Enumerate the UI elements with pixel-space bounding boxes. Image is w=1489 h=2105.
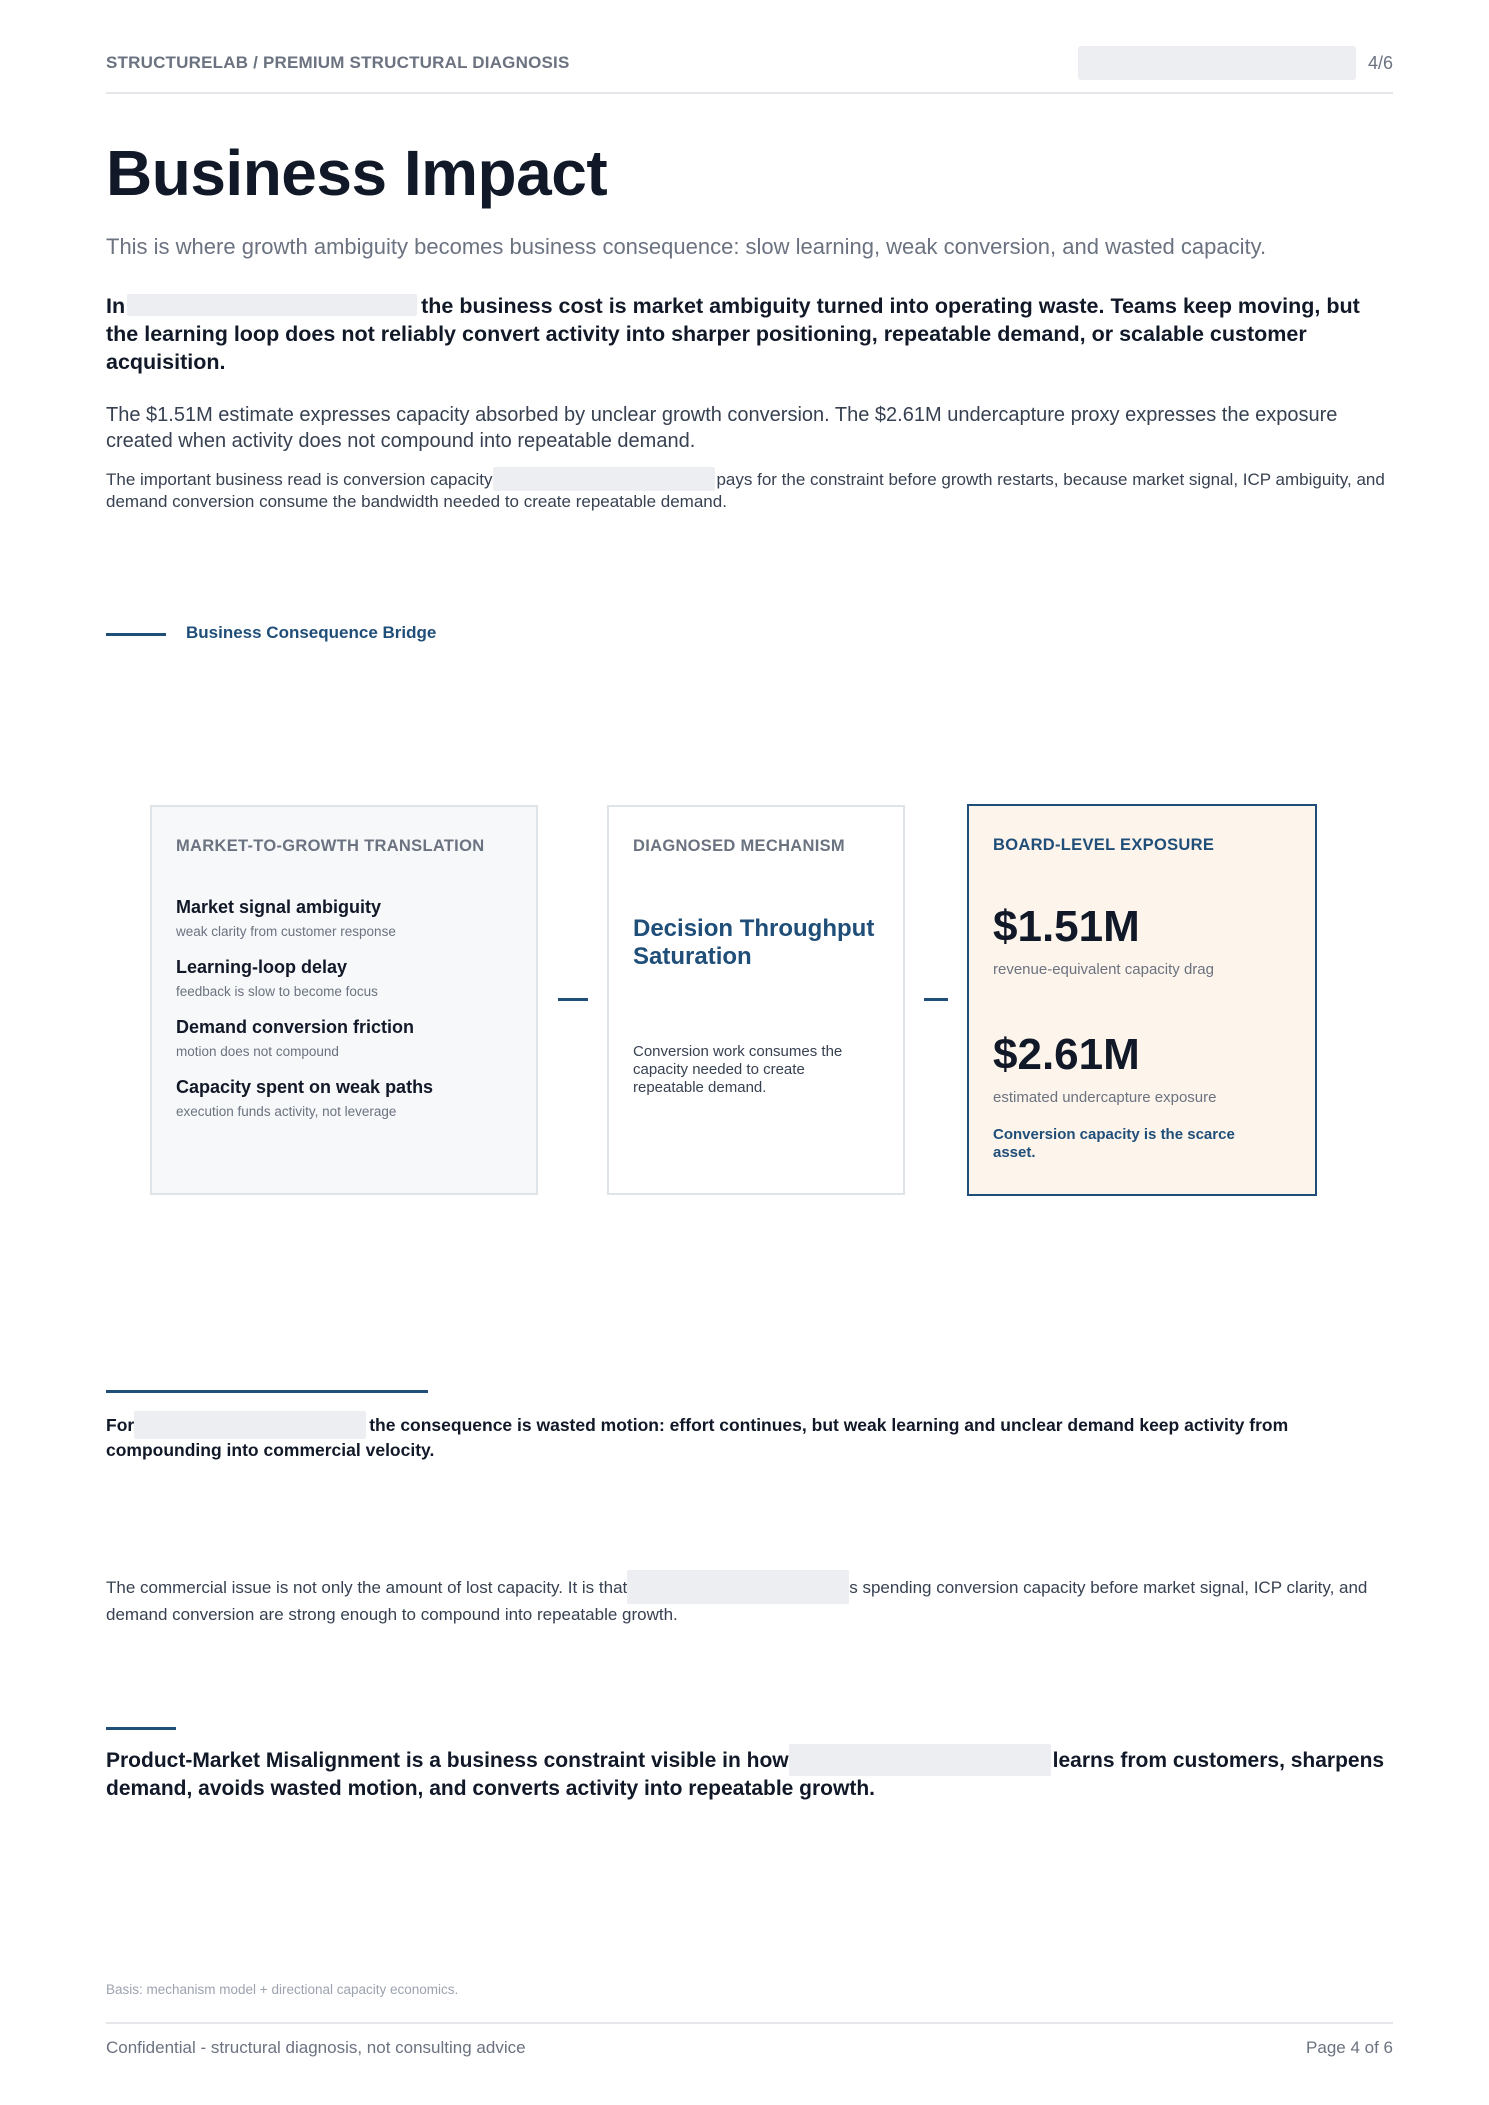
business-read-paragraph xyxy=(106,467,1396,512)
mechanism-card-title: DIAGNOSED MECHANISM xyxy=(633,837,845,855)
mechanism-card xyxy=(607,805,905,1195)
exposure-value-primary: $1.51M xyxy=(993,902,1140,951)
translation-item xyxy=(176,897,396,939)
page-title: Business Impact xyxy=(106,137,608,209)
misalignment-rest: learns from customers, sharpens demand, avoids wasted motion, and converts activity into repeatable growth. xyxy=(106,1749,1385,1800)
redacted-block xyxy=(1078,46,1356,80)
translation-item xyxy=(176,957,378,999)
para2-prefix: The important business read is conversion capacity xyxy=(106,470,493,489)
header-page-number: 4/6 xyxy=(1367,53,1393,73)
footer-page-number: Page 4 of 6 xyxy=(1306,2038,1393,2057)
misalignment-prefix: Product-Market Misalignment is a business constraint visible in how xyxy=(106,1749,789,1772)
header-title: STRUCTURELAB / PREMIUM STRUCTURAL DIAGNOSIS xyxy=(106,53,570,72)
exposure-note: Conversion capacity is the scarce asset. xyxy=(993,1126,1235,1161)
exposure-value-secondary: $2.61M xyxy=(993,1030,1140,1079)
commercial-rest: s spending conversion capacity before market signal, ICP clarity, and demand conversion are strong enough to compound into repeatable growth. xyxy=(106,1578,1368,1624)
lead-rest: the business cost is market ambiguity turned into operating waste. Teams keep moving, but the learning loop does not reliably convert activity into sharper positioning, repeatable demand, or scalable customer acquisition. xyxy=(106,294,1360,374)
exposure-value-primary-label: revenue-equivalent capacity drag xyxy=(993,961,1214,978)
translation-card-title: MARKET-TO-GROWTH TRANSLATION xyxy=(176,837,485,855)
footer-confidential: Confidential - structural diagnosis, not consulting advice xyxy=(106,2038,526,2057)
exposure-card-title: BOARD-LEVEL EXPOSURE xyxy=(993,836,1215,854)
footer-divider xyxy=(106,2022,1393,2024)
section-accent-line xyxy=(106,1727,176,1730)
bridge-section-label: Business Consequence Bridge xyxy=(186,623,437,642)
translation-card xyxy=(150,805,538,1195)
item-desc: execution funds activity, not leverage xyxy=(176,1104,397,1119)
redacted-inline xyxy=(127,294,417,316)
exposure-value-secondary-label: estimated undercapture exposure xyxy=(993,1089,1217,1106)
item-label: Market signal ambiguity xyxy=(176,897,382,917)
translation-item xyxy=(176,1077,433,1119)
item-desc: weak clarity from customer response xyxy=(176,924,396,939)
page-subtitle: This is where growth ambiguity becomes business consequence: slow learning, weak conversion, and wasted capacity. xyxy=(106,234,1267,259)
lead-prefix: In xyxy=(106,294,126,318)
estimate-paragraph: The $1.51M estimate expresses capacity absorbed by unclear growth conversion. The $2.61M undercapture proxy expresses the exposure created when activity does not compound into repeatable demand. xyxy=(106,404,1338,452)
consequence-paragraph xyxy=(106,1411,1396,1461)
misalignment-paragraph xyxy=(106,1744,1396,1802)
bridge-connector xyxy=(924,998,948,1001)
for-rest: the consequence is wasted motion: effort continues, but weak learning and unclear demand keep activity from compounding into commercial velocity. xyxy=(106,1415,1289,1460)
section-accent-line xyxy=(106,1390,428,1393)
commercial-prefix: The commercial issue is not only the amount of lost capacity. It is that xyxy=(106,1578,628,1597)
basis-note: Basis: mechanism model + directional capacity economics. xyxy=(106,1982,459,1997)
item-desc: motion does not compound xyxy=(176,1044,339,1059)
para2-rest: pays for the constraint before growth restarts, because market signal, ICP ambiguity, and demand conversion consume the bandwidth needed to create repeatable demand. xyxy=(106,470,1385,511)
redacted-inline xyxy=(627,1570,849,1604)
item-label: Learning-loop delay xyxy=(176,957,348,977)
redacted-inline xyxy=(493,467,715,491)
header-divider xyxy=(106,92,1393,94)
section-accent-line xyxy=(106,633,166,636)
item-desc: feedback is slow to become focus xyxy=(176,984,378,999)
redacted-inline xyxy=(789,1744,1051,1776)
mechanism-name: Decision Throughput Saturation xyxy=(633,915,875,970)
bridge-connector xyxy=(558,998,588,1001)
exposure-card xyxy=(967,804,1317,1196)
item-label: Capacity spent on weak paths xyxy=(176,1077,434,1097)
commercial-paragraph xyxy=(106,1570,1396,1625)
translation-item xyxy=(176,1017,414,1059)
item-label: Demand conversion friction xyxy=(176,1017,415,1037)
redacted-inline xyxy=(134,1411,366,1439)
lead-paragraph xyxy=(106,292,1396,376)
for-prefix: For xyxy=(106,1415,135,1435)
mechanism-desc: Conversion work consumes the capacity needed to create repeatable demand. xyxy=(633,1043,843,1096)
